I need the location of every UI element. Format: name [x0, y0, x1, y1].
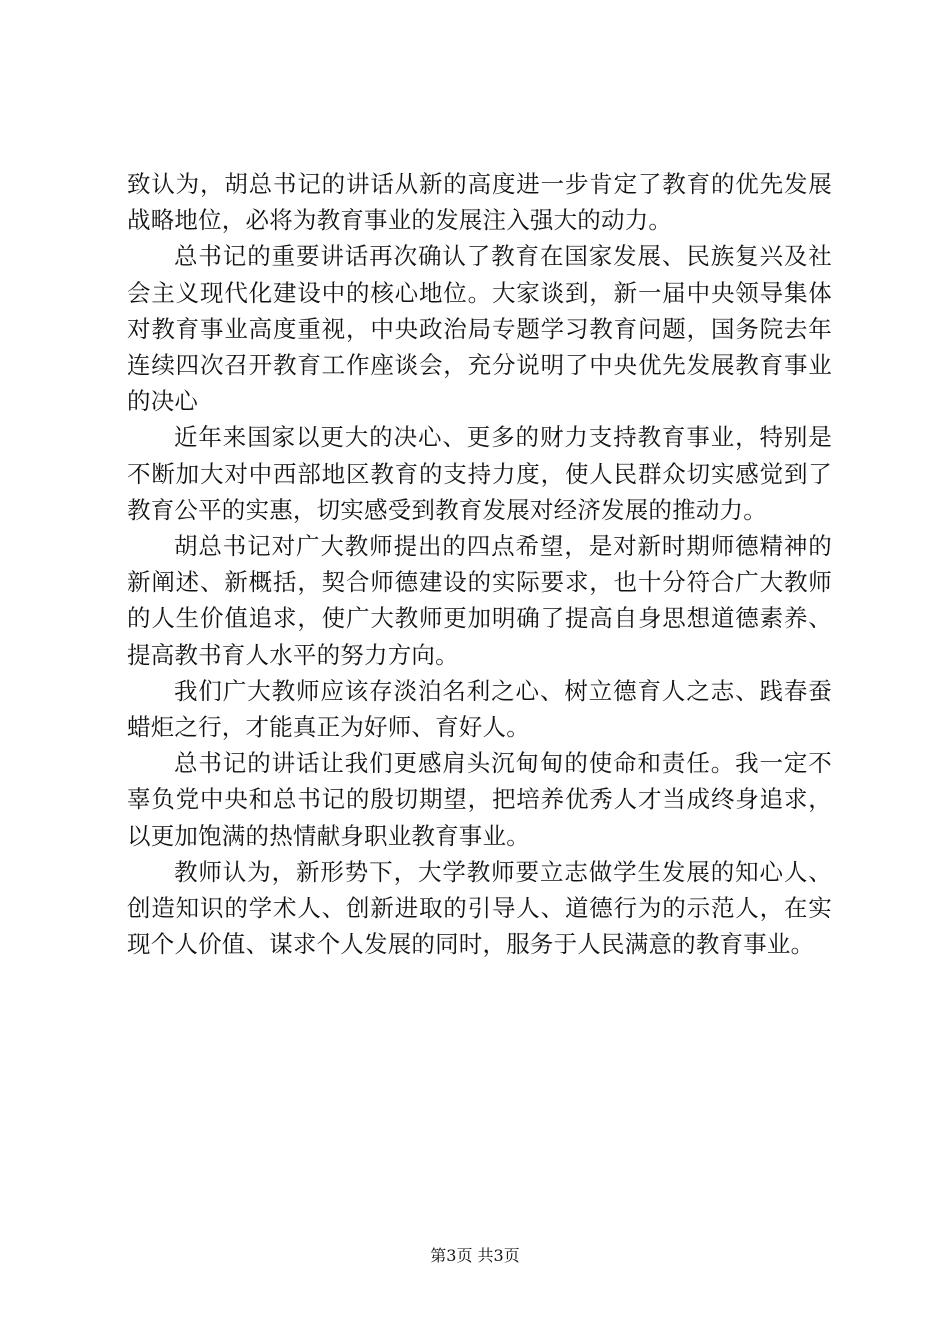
paragraph-4: 胡总书记对广大教师提出的四点希望，是对新时期师德精神的新阐述、新概括，契合师德建设的实际要求，也十分符合广大教师的人生价值追求，使广大教师更加明确了提高自身思想道德素养、提高教书育人水平的努力方向。 — [127, 532, 832, 669]
paragraph-1: 致认为，胡总书记的讲话从新的高度进一步肯定了教育的优先发展战略地位，必将为教育事业的发展注入强大的动力。 — [127, 170, 832, 235]
document-body — [127, 166, 832, 962]
paragraph-5: 我们广大教师应该存淡泊名利之心、树立德育人之志、践春蚕蜡炬之行，才能真正为好师、育好人。 — [127, 676, 832, 742]
paragraph-6: 总书记的讲话让我们更感肩头沉甸甸的使命和责任。我一定不辜负党中央和总书记的殷切期望，把培养优秀人才当成终身追求，以更加饱满的热情献身职业教育事业。 — [127, 749, 832, 850]
paragraph-7: 教师认为，新形势下，大学教师要立志做学生发展的知心人、创造知识的学术人、创新进取的引导人、道德行为的示范人，在实现个人价值、谋求个人发展的同时，服务于人民满意的教育事业。 — [127, 857, 832, 959]
page-footer: 第3页 共3页 — [430, 1246, 520, 1265]
paragraph-3: 近年来国家以更大的决心、更多的财力支持教育事业，特别是不断加大对中西部地区教育的支持力度，使人民群众切实感觉到了教育公平的实惠，切实感受到教育发展对经济发展的推动力。 — [127, 423, 832, 524]
paragraph-2: 总书记的重要讲话再次确认了教育在国家发展、民族复兴及社会主义现代化建设中的核心地位。大家谈到，新一届中央领导集体对教育事业高度重视，中央政治局专题学习教育问题，国务院去年连续四次召开教育工作座谈会，充分说明了中央优先发展教育事业的决心 — [127, 242, 832, 416]
